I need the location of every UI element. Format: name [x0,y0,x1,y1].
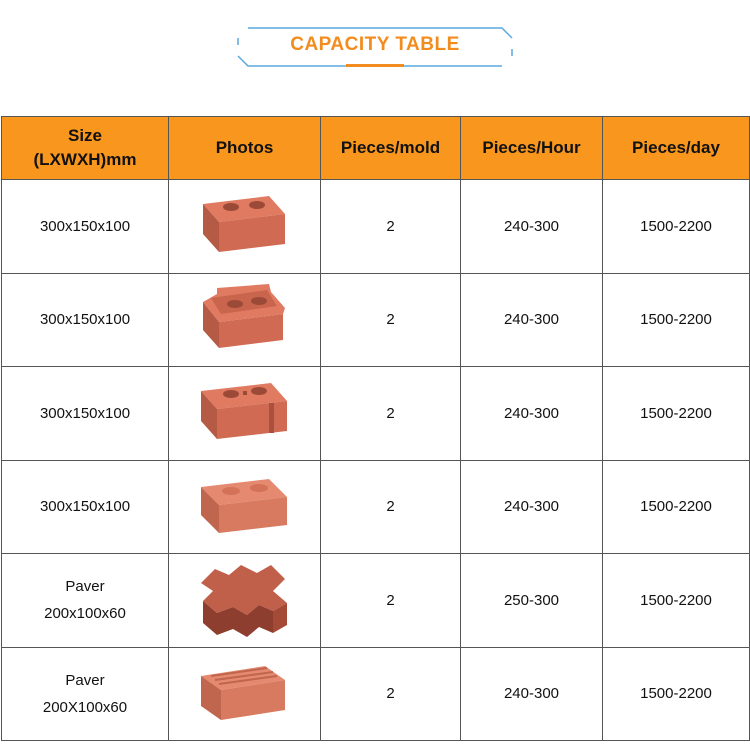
table-row [2,647,750,741]
zigzag-paver-icon [195,561,295,639]
size-line1: 300x150x100 [39,404,131,422]
page-title: CAPACITY TABLE [290,34,460,55]
header-pieces-day: Pieces/day [603,117,750,180]
cell-size [2,554,169,648]
table-row [2,180,750,274]
slotted-two-hole-brick-icon [195,377,295,449]
cell-size [2,273,169,367]
title-banner [236,25,514,69]
size-line1: 300x150x100 [39,498,131,516]
size-line2: 200x100x60 [44,605,126,623]
cell-pieces-mold: 2 [321,367,461,461]
cell-photo [169,180,321,274]
cell-size [2,647,169,741]
cell-size [2,460,169,554]
studded-brick-icon [195,471,295,543]
cell-pieces-hour: 240-300 [461,647,603,741]
size-line1: 300x150x100 [39,311,131,329]
cell-pieces-hour: 240-300 [461,367,603,461]
two-hole-brick-icon [197,190,293,262]
cell-pieces-day: 1500-2200 [603,460,750,554]
table-row [2,460,750,554]
cell-pieces-day: 1500-2200 [603,647,750,741]
header-photos: Photos [169,117,321,180]
table-header-row [2,117,750,180]
header-size-line2: (LXWXH)mm [33,150,137,169]
table-row [2,273,750,367]
table-row [2,554,750,648]
cell-pieces-mold: 2 [321,647,461,741]
capacity-table [1,116,750,741]
header-pieces-mold: Pieces/mold [321,117,461,180]
cell-photo [169,647,321,741]
cell-pieces-hour: 240-300 [461,273,603,367]
grooved-two-hole-brick-icon [197,284,293,356]
size-line2: 200X100x60 [42,698,128,716]
cell-pieces-day: 1500-2200 [603,180,750,274]
table-row [2,367,750,461]
cell-pieces-hour: 240-300 [461,180,603,274]
cell-pieces-mold: 2 [321,460,461,554]
cell-pieces-mold: 2 [321,273,461,367]
cell-size [2,367,169,461]
cell-photo [169,460,321,554]
cell-photo [169,273,321,367]
header-size [2,117,169,180]
cell-pieces-day: 1500-2200 [603,554,750,648]
cell-pieces-hour: 240-300 [461,460,603,554]
header-size-line1: Size [67,126,103,145]
cell-photo [169,554,321,648]
size-line1: Paver [65,578,105,596]
cell-photo [169,367,321,461]
size-line1: Paver [65,671,105,689]
cell-pieces-mold: 2 [321,554,461,648]
ribbed-paver-icon [195,658,295,730]
header-pieces-hour: Pieces/Hour [461,117,603,180]
cell-pieces-hour: 250-300 [461,554,603,648]
cell-size [2,180,169,274]
size-line1: 300x150x100 [39,217,131,235]
cell-pieces-mold: 2 [321,180,461,274]
cell-pieces-day: 1500-2200 [603,367,750,461]
cell-pieces-day: 1500-2200 [603,273,750,367]
